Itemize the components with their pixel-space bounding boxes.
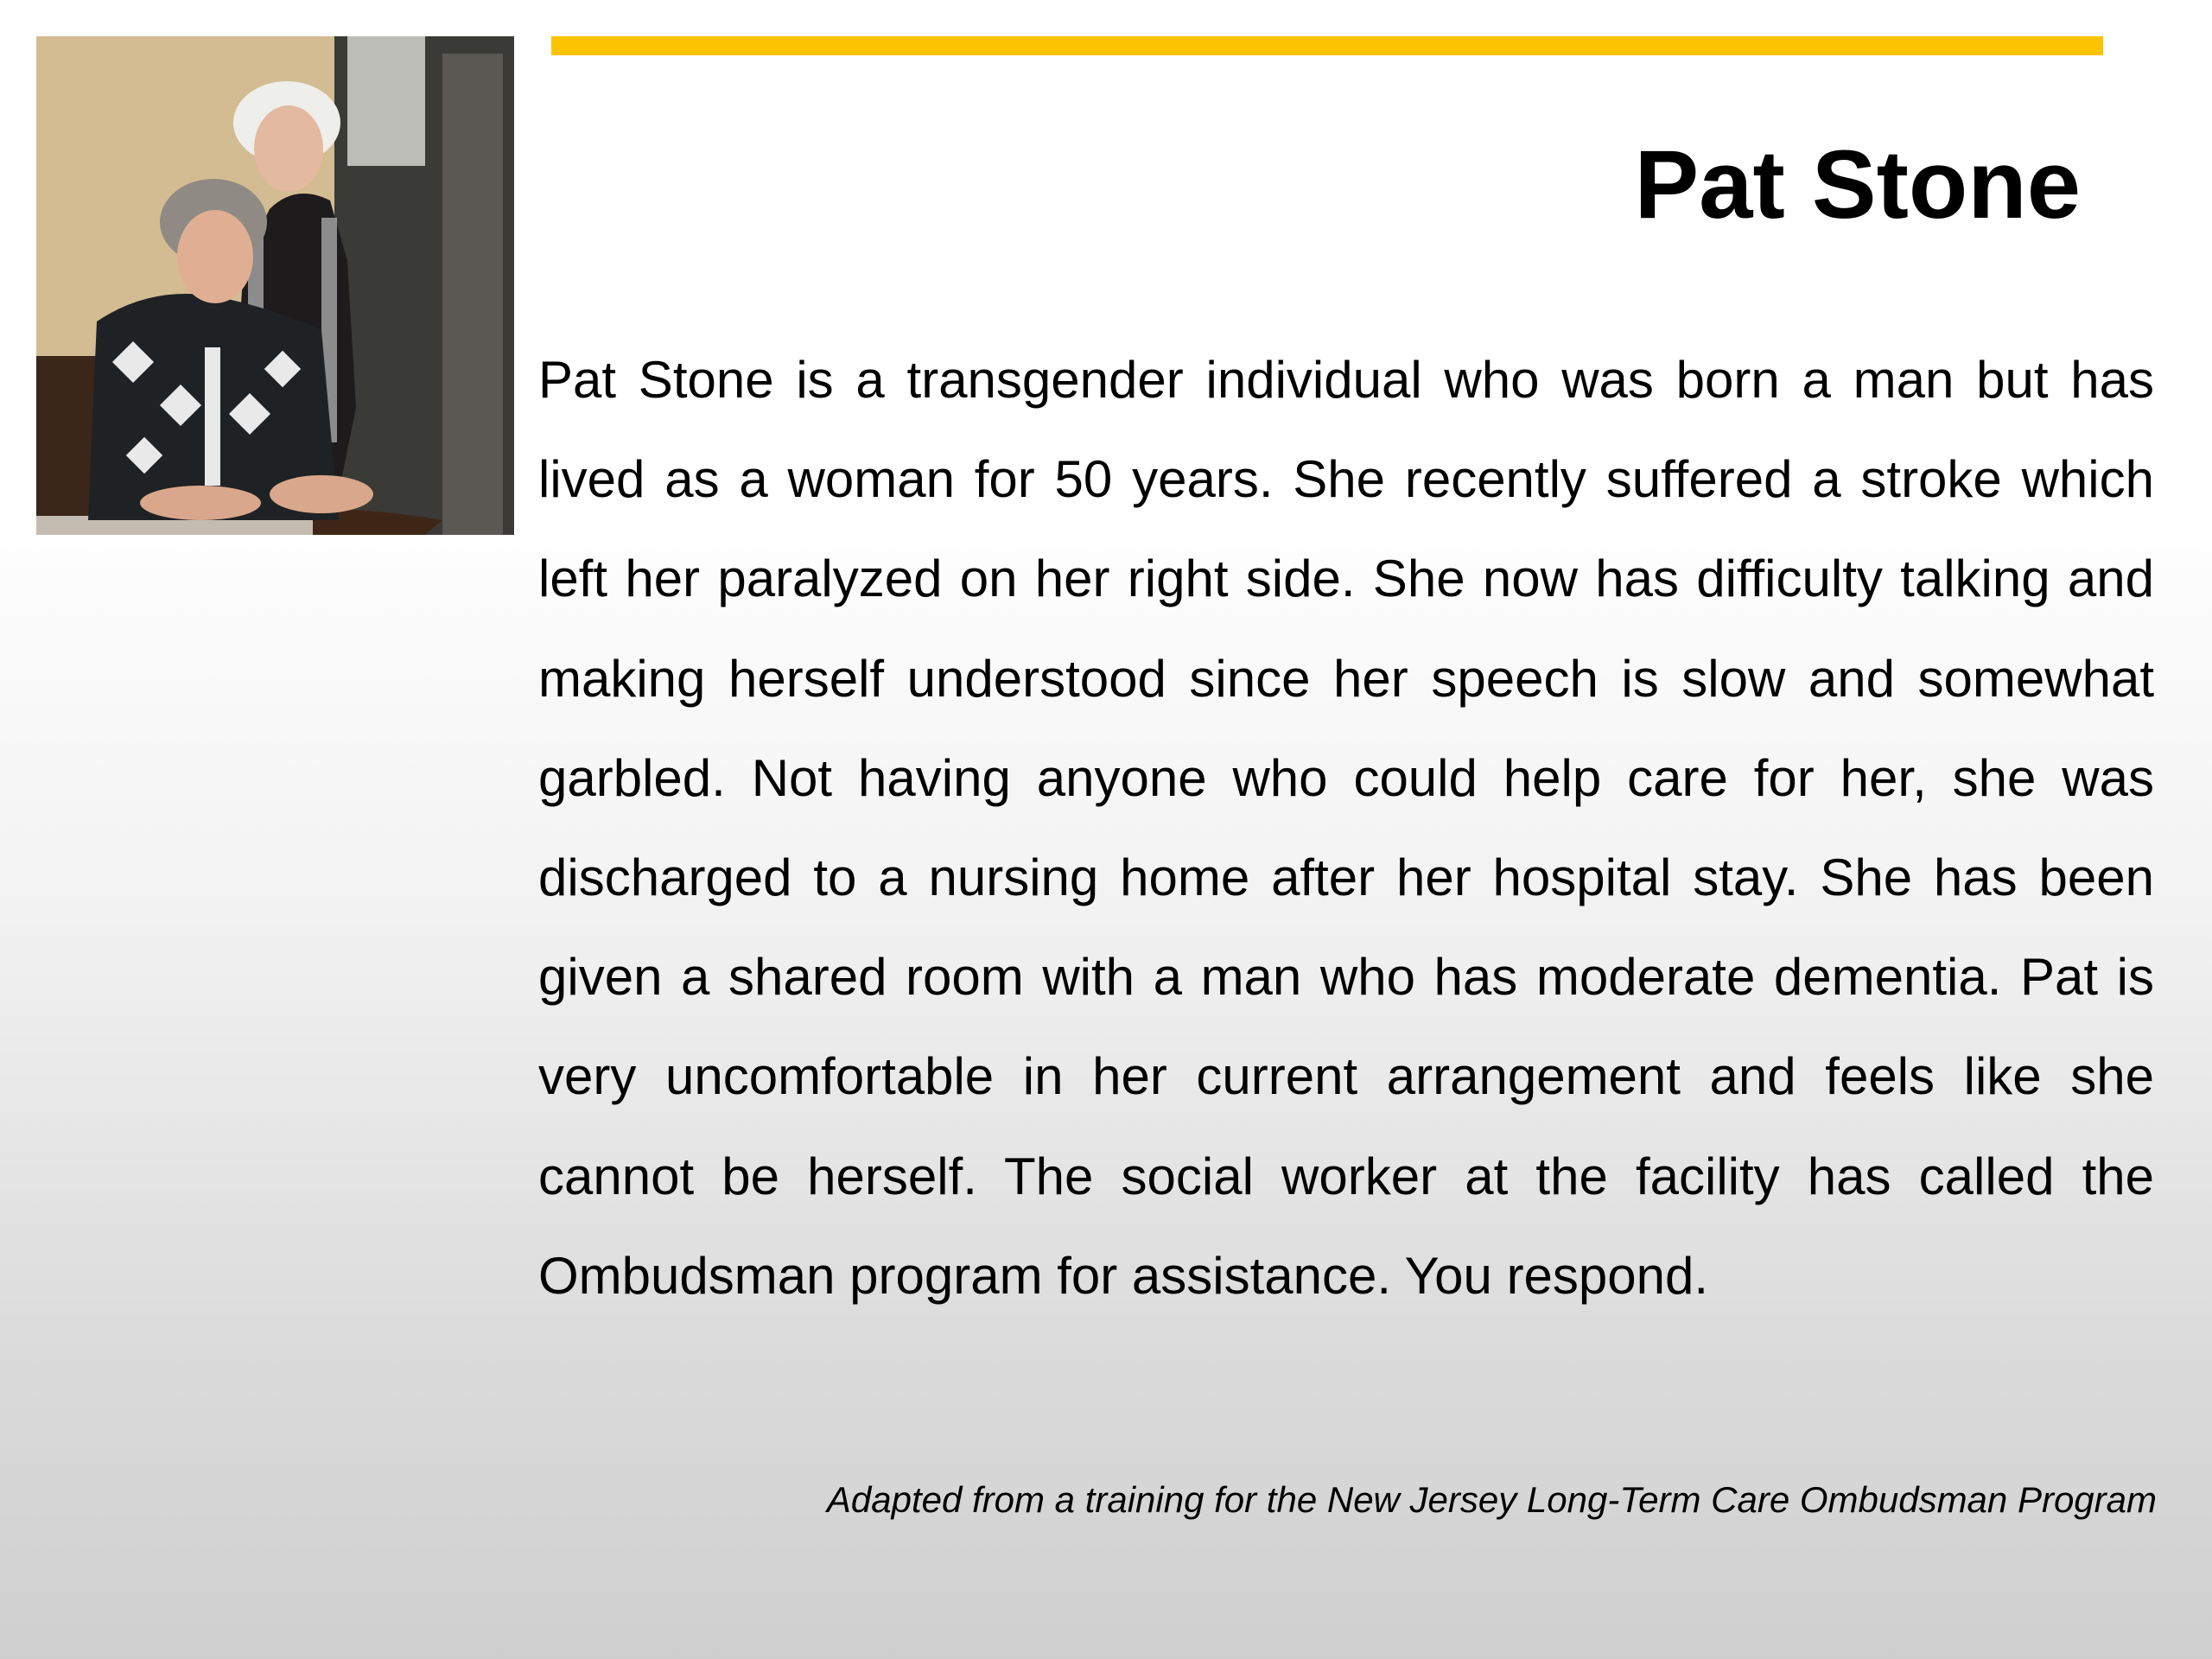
source-credit: Adapted from a training for the New Jersey Long-Term Care Ombudsman Program <box>826 1479 2157 1520</box>
photo-seated-woman-face <box>177 210 253 303</box>
slide-title: Pat Stone <box>1634 130 2081 238</box>
photo-standing-woman-face <box>254 105 323 192</box>
photo-two-elderly-women <box>36 36 514 535</box>
photo-chair <box>36 356 97 535</box>
case-description: Pat Stone is a transgender individual who was born a man but has lived as a woman for 50 years. She recently suffered a stroke which left her paralyzed on her right side. She now has difficulty talking and making herself understood since her speech is slow and somewhat garbled. Not having anyone who could help care for her, she was discharged to a nursing home after her hospital stay. She has been given a shared room with a man who has moderate dementia. Pat is very uncomfortable in her current arrangement and feels like she cannot be herself. The social worker at the facility has called the Ombudsman program for assistance. You respond. <box>538 351 2154 1305</box>
photo-window <box>347 36 425 166</box>
accent-bar <box>551 36 2103 55</box>
photo-seated-woman-arm <box>140 486 261 520</box>
photo-illustration <box>36 36 514 535</box>
photo-seated-woman-hands <box>270 475 373 513</box>
photo-door-panel <box>442 54 503 535</box>
